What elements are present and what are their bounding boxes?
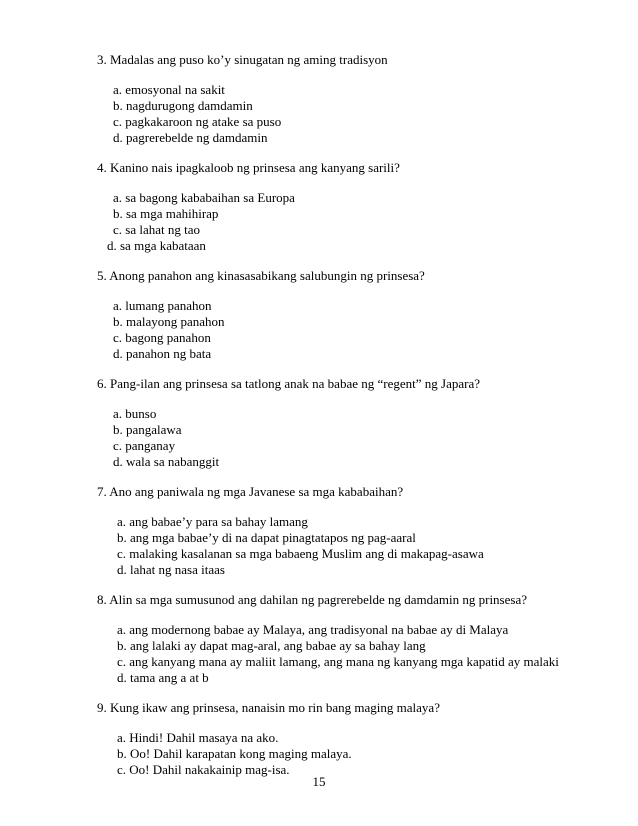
question-4-option-c: c. sa lahat ng tao: [113, 222, 200, 237]
question-3-option-d: d. pagrerebelde ng damdamin: [113, 130, 268, 145]
question-8-option-c: c. ang kanyang mana ay maliit lamang, ang mana ng kanyang mga kapatid ay malaki: [117, 654, 559, 669]
question-9-option-c: c. Oo! Dahil nakakainip mag-isa.: [117, 762, 290, 777]
question-4-option-a: a. sa bagong kababaihan sa Europa: [113, 190, 295, 205]
question-7-option-a: a. ang babae’y para sa bahay lamang: [117, 514, 308, 529]
question-5-option-d: d. panahon ng bata: [113, 346, 212, 361]
question-4: 4. Kanino nais ipagkaloob ng prinsesa ang kanyang sarili?: [97, 160, 400, 175]
question-7-option-c: c. malaking kasalanan sa mga babaeng Muslim ang di makapag-asawa: [117, 546, 484, 561]
question-8-option-a: a. ang modernong babae ay Malaya, ang tradisyonal na babae ay di Malaya: [117, 622, 509, 637]
question-3-option-a: a. emosyonal na sakit: [113, 82, 225, 97]
question-6-option-d: d. wala sa nabanggit: [113, 454, 220, 469]
question-5-option-a: a. lumang panahon: [113, 298, 212, 313]
question-8: 8. Alin sa mga sumusunod ang dahilan ng pagrerebelde ng damdamin ng prinsesa?: [97, 592, 527, 607]
question-7: 7. Ano ang paniwala ng mga Javanese sa mga kababaihan?: [97, 484, 404, 499]
question-4-option-b: b. sa mga mahihirap: [113, 206, 219, 221]
question-3-option-b: b. nagdurugong damdamin: [113, 98, 253, 113]
question-5-option-c: c. bagong panahon: [113, 330, 211, 345]
question-6-option-b: b. pangalawa: [113, 422, 182, 437]
question-9: 9. Kung ikaw ang prinsesa, nanaisin mo rin bang maging malaya?: [97, 700, 440, 715]
question-6: 6. Pang-ilan ang prinsesa sa tatlong anak na babae ng “regent” ng Japara?: [97, 376, 480, 391]
question-6-option-c: c. panganay: [113, 438, 176, 453]
question-7-option-b: b. ang mga babae’y di na dapat pinagtatapos ng pag-aaral: [117, 530, 416, 545]
question-5: 5. Anong panahon ang kinasasabikang salubungin ng prinsesa?: [97, 268, 425, 283]
question-4-option-d: d. sa mga kabataan: [107, 238, 206, 253]
question-8-option-d: d. tama ang a at b: [117, 670, 209, 685]
question-6-option-a: a. bunso: [113, 406, 157, 421]
question-3-option-c: c. pagkakaroon ng atake sa puso: [113, 114, 282, 129]
page-number: 15: [312, 774, 326, 789]
question-7-option-d: d. lahat ng nasa itaas: [117, 562, 225, 577]
question-9-option-b: b. Oo! Dahil karapatan kong maging malaya.: [117, 746, 352, 761]
question-3: 3. Madalas ang puso ko’y sinugatan ng aming tradisyon: [97, 52, 388, 67]
question-8-option-b: b. ang lalaki ay dapat mag-aral, ang babae ay sa bahay lang: [117, 638, 426, 653]
question-9-option-a: a. Hindi! Dahil masaya na ako.: [117, 730, 279, 745]
question-5-option-b: b. malayong panahon: [113, 314, 225, 329]
